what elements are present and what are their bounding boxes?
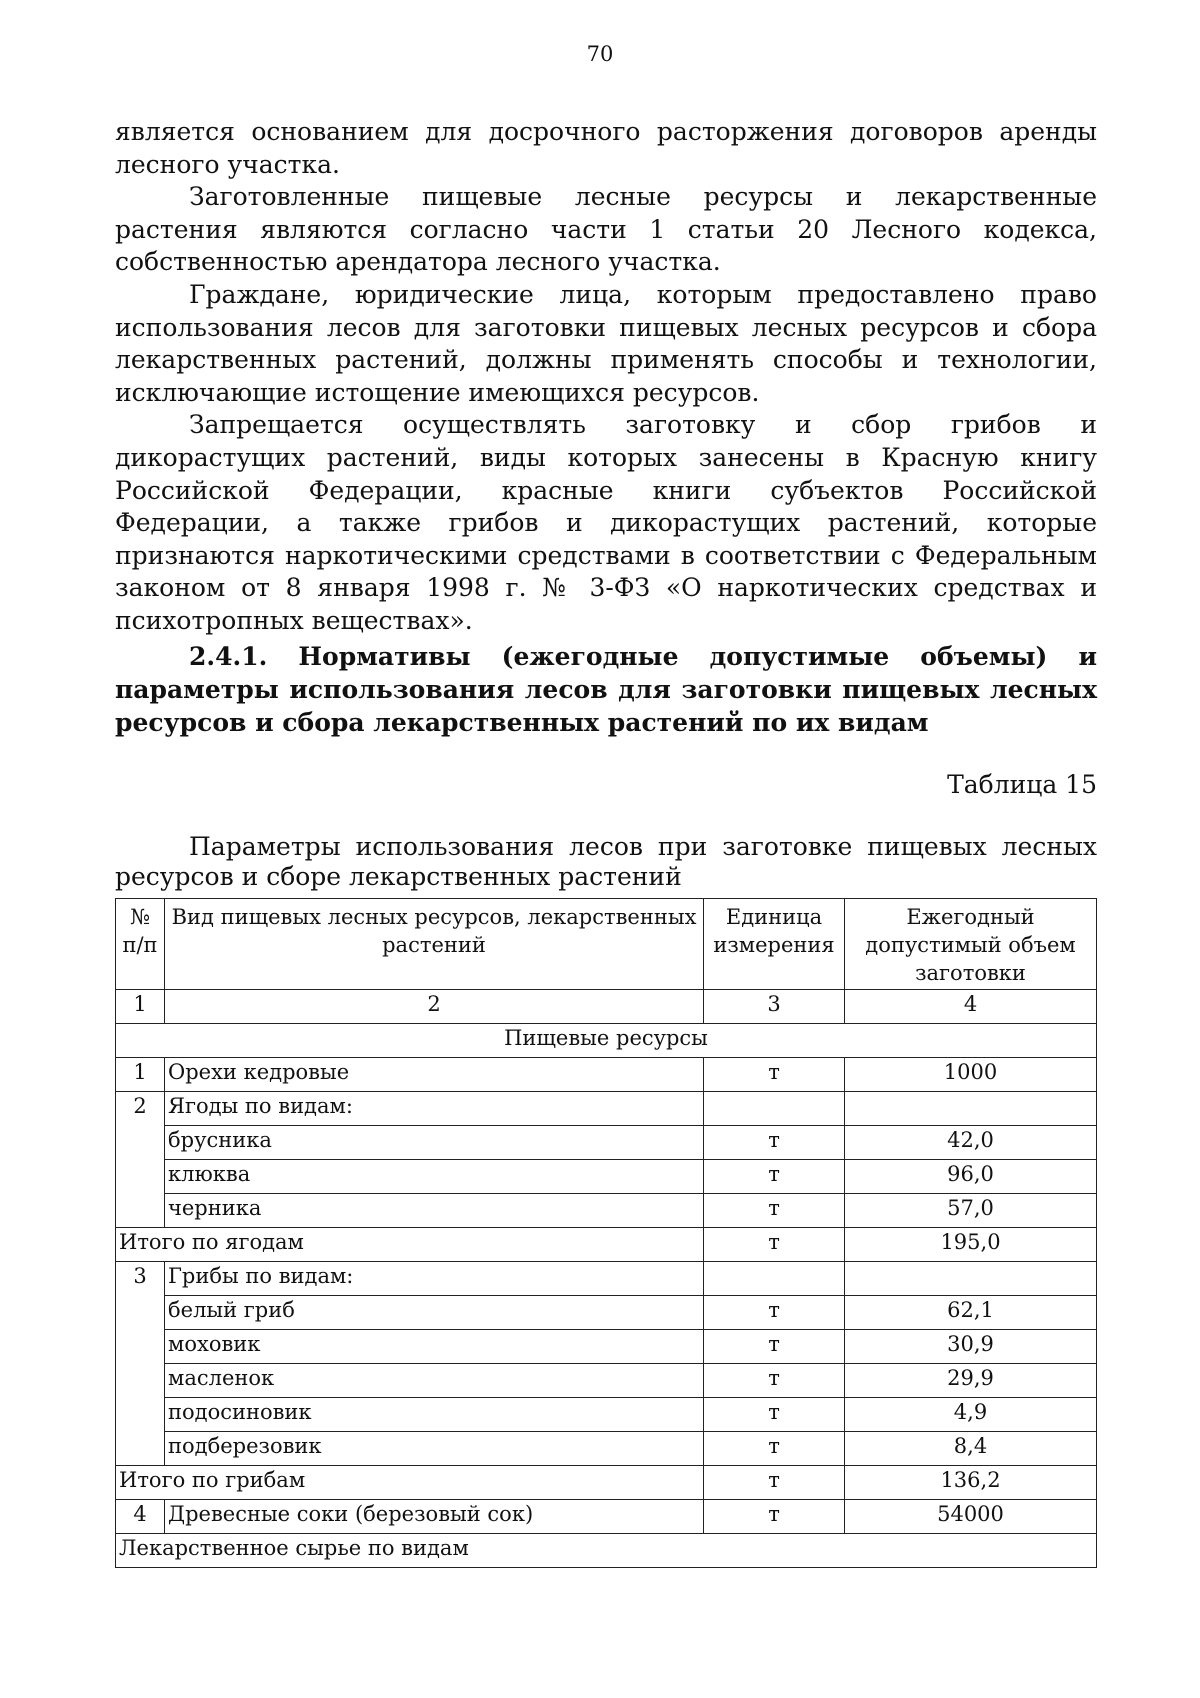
row-no: 4 xyxy=(116,1500,165,1534)
total-row xyxy=(116,1228,1097,1262)
row-no: 3 xyxy=(116,1262,165,1466)
row-name: подосиновик xyxy=(165,1398,704,1432)
table-row xyxy=(116,1092,1097,1126)
row-value: 62,1 xyxy=(845,1296,1097,1330)
section-label: Пищевые ресурсы xyxy=(116,1024,1097,1058)
header-type: Вид пищевых лесных ресурсов, лекарственных растений xyxy=(165,899,704,990)
table-row xyxy=(116,1058,1097,1092)
row-value: 29,9 xyxy=(845,1364,1097,1398)
table-row xyxy=(116,1160,1097,1194)
row-value: 4,9 xyxy=(845,1398,1097,1432)
header-unit: Единица измерения xyxy=(704,899,845,990)
row-value: 136,2 xyxy=(845,1466,1097,1500)
row-unit: т xyxy=(704,1160,845,1194)
row-name: Грибы по видам: xyxy=(165,1262,704,1296)
paragraph: Граждане, юридические лица, которым предоставлено право использования лесов для заготовки пищевых лесных ресурсов и сбора лекарственных растений, должны применять способы и технологии, исключающие истощение имеющихся ресурсов. xyxy=(115,279,1097,407)
table-label: Таблица 15 xyxy=(947,770,1097,799)
row-unit: т xyxy=(704,1058,845,1092)
paragraph: Запрещается осуществлять заготовку и сбор грибов и дикорастущих растений, виды которых занесены в Красную книгу Российской Федерации, красные книги субъектов Российской Федерации, а также грибов и дикорастущих растений, которые признаются наркотическими средствами в соответствии с Федеральным законом от 8 января 1998 г. № 3-ФЗ «О наркотических средствах и психотропных веществах». xyxy=(115,410,1097,635)
table-row xyxy=(116,1126,1097,1160)
row-name: моховик xyxy=(165,1330,704,1364)
column-number-row xyxy=(116,990,1097,1024)
table-row xyxy=(116,1398,1097,1432)
row-unit: т xyxy=(704,1466,845,1500)
row-value: 57,0 xyxy=(845,1194,1097,1228)
total-label: Итого по грибам xyxy=(116,1466,704,1500)
row-no: 2 xyxy=(116,1092,165,1228)
row-name: масленок xyxy=(165,1364,704,1398)
header-no: № п/п xyxy=(116,899,165,990)
row-value: 54000 xyxy=(845,1500,1097,1534)
total-row xyxy=(116,1466,1097,1500)
row-unit xyxy=(704,1092,845,1126)
table-caption: Параметры использования лесов при заготовке пищевых лесных ресурсов и сборе лекарственных растений xyxy=(115,832,1097,891)
row-unit: т xyxy=(704,1194,845,1228)
table-row xyxy=(116,1262,1097,1296)
row-unit: т xyxy=(704,1126,845,1160)
row-unit: т xyxy=(704,1330,845,1364)
body-text xyxy=(115,116,1097,638)
row-value xyxy=(845,1092,1097,1126)
header-volume: Ежегодный допустимый объем заготовки xyxy=(845,899,1097,990)
paragraph: является основанием для досрочного расторжения договоров аренды лесного участка. xyxy=(115,117,1097,179)
section-row-food xyxy=(116,1024,1097,1058)
section-label: Лекарственное сырье по видам xyxy=(116,1534,1097,1568)
total-label: Итого по ягодам xyxy=(116,1228,704,1262)
section-row-medicinal xyxy=(116,1534,1097,1568)
row-value xyxy=(845,1262,1097,1296)
row-name: брусника xyxy=(165,1126,704,1160)
table-row xyxy=(116,1296,1097,1330)
page-number: 70 xyxy=(586,42,614,66)
row-name: Орехи кедровые xyxy=(165,1058,704,1092)
col-number: 4 xyxy=(845,990,1097,1024)
paragraph: Заготовленные пищевые лесные ресурсы и лекарственные растения являются согласно части 1 статьи 20 Лесного кодекса, собственностью арендатора лесного участка. xyxy=(115,182,1097,277)
table-header-row xyxy=(116,899,1097,990)
row-name: белый гриб xyxy=(165,1296,704,1330)
row-value: 195,0 xyxy=(845,1228,1097,1262)
row-no: 1 xyxy=(116,1058,165,1092)
row-unit xyxy=(704,1262,845,1296)
row-value: 96,0 xyxy=(845,1160,1097,1194)
row-name: Ягоды по видам: xyxy=(165,1092,704,1126)
col-number: 2 xyxy=(165,990,704,1024)
col-number: 1 xyxy=(116,990,165,1024)
row-value: 42,0 xyxy=(845,1126,1097,1160)
table-row xyxy=(116,1500,1097,1534)
row-name: черника xyxy=(165,1194,704,1228)
table-row xyxy=(116,1364,1097,1398)
resources-table xyxy=(115,898,1097,1568)
row-value: 1000 xyxy=(845,1058,1097,1092)
row-unit: т xyxy=(704,1296,845,1330)
row-value: 8,4 xyxy=(845,1432,1097,1466)
row-unit: т xyxy=(704,1364,845,1398)
row-name: Древесные соки (березовый сок) xyxy=(165,1500,704,1534)
row-name: подберезовик xyxy=(165,1432,704,1466)
row-unit: т xyxy=(704,1432,845,1466)
table-row xyxy=(116,1432,1097,1466)
row-name: клюква xyxy=(165,1160,704,1194)
row-unit: т xyxy=(704,1500,845,1534)
col-number: 3 xyxy=(704,990,845,1024)
table-row xyxy=(116,1330,1097,1364)
row-unit: т xyxy=(704,1398,845,1432)
table-row xyxy=(116,1194,1097,1228)
row-value: 30,9 xyxy=(845,1330,1097,1364)
row-unit: т xyxy=(704,1228,845,1262)
section-heading: 2.4.1. Нормативы (ежегодные допустимые объемы) и параметры использования лесов для заготовки пищевых лесных ресурсов и сбора лекарственных растений по их видам xyxy=(115,642,1097,737)
